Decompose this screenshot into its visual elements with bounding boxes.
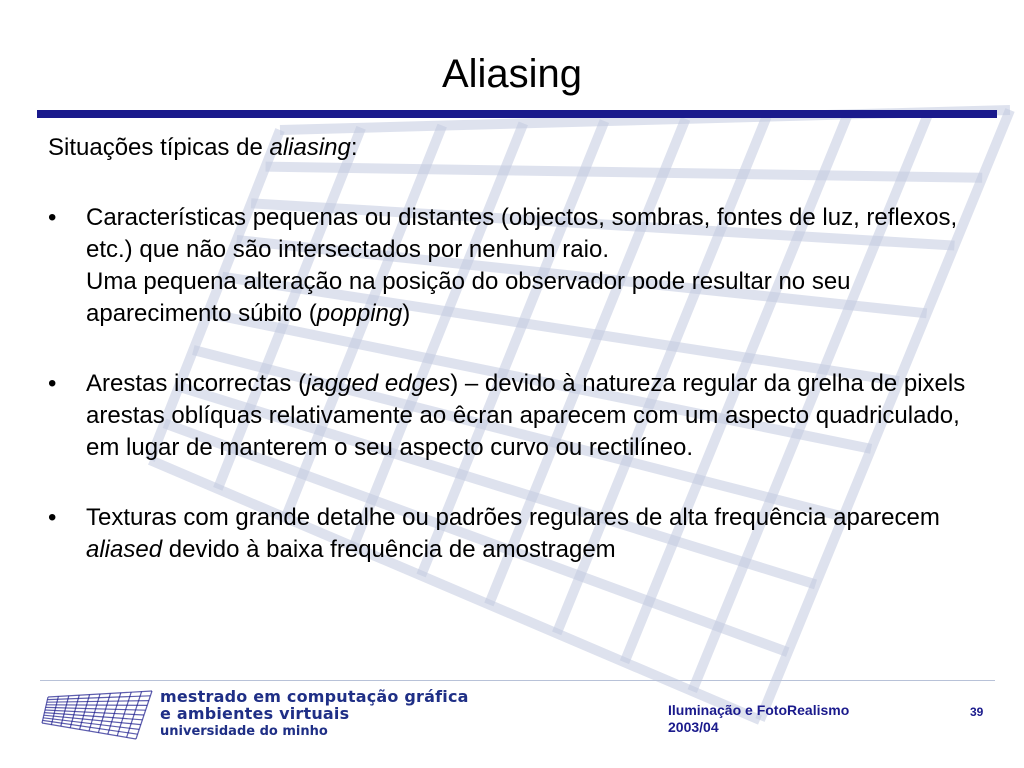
logo-line-1: mestrado em computação gráfica: [160, 687, 469, 706]
bullet-dot: •: [48, 204, 57, 231]
footer-divider: [40, 680, 995, 681]
university-logo: [160, 688, 469, 741]
bullet-dot: •: [48, 370, 57, 397]
intro-text: Situações típicas de aliasing:: [48, 134, 358, 161]
bullet-item-3: • Texturas com grande detalhe ou padrões regulares de alta frequência aparecem aliased devido à baixa frequência de amostragem: [48, 504, 940, 563]
grid-logo-icon: [40, 687, 158, 743]
page-number: 39: [970, 705, 984, 719]
slide-title: Aliasing: [441, 52, 583, 96]
slide-body: [48, 132, 978, 604]
title-underline: [37, 110, 997, 118]
bullet-item-2: • Arestas incorrectas (jagged edges) – devido à natureza regular da grelha de pixels arestas oblíquas relativamente ao êcran aparecem com um aspecto quadriculado, em lugar de manterem o seu aspecto curvo ou rectilíneo.: [48, 370, 966, 461]
bullet-dot: •: [48, 504, 57, 531]
bullet-1-line1: Características pequenas ou distantes (objectos, sombras, fontes de luz, reflexos, etc.) que não são intersectados por nenhum raio.: [86, 204, 958, 263]
logo-line-2: e ambientes virtuais: [160, 704, 350, 723]
logo-line-3: universidade do minho: [160, 724, 328, 739]
bullet-item-1: • Características pequenas ou distantes (objectos, sombras, fontes de luz, reflexos, etc.) que não são intersectados por nenhum raio. Uma pequena alteração na posição do observador pode resultar no seu aparecimento súbito (popping): [48, 204, 958, 327]
footer-course: [668, 702, 849, 736]
course-year: 2003/04: [668, 719, 719, 735]
course-name: Iluminação e FotoRealismo: [668, 702, 850, 718]
